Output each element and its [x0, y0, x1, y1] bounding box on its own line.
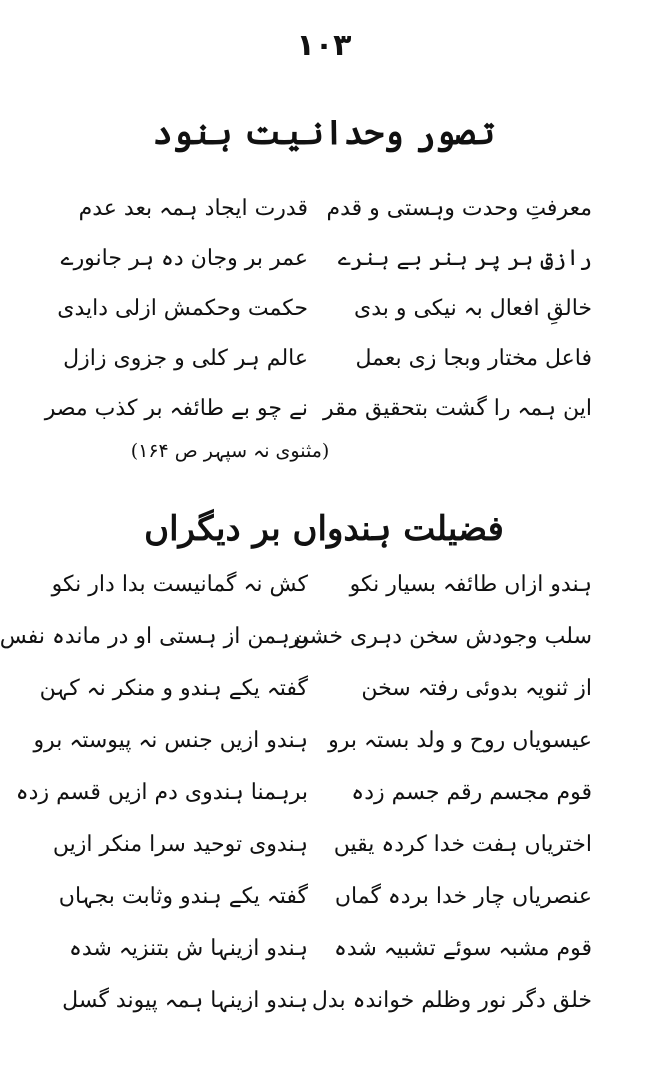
verse-second-hemistich: عالم ہر کلی و جزوی زازل	[63, 346, 308, 371]
couplet	[0, 988, 648, 1040]
couplet	[0, 884, 648, 936]
verse-second-hemistich: کش نہ گمانیست بدا دار نکو	[51, 572, 308, 597]
couplet	[0, 936, 648, 988]
verse-block-2	[0, 572, 648, 1040]
verse-first-hemistich: خالقِ افعال بہ نیکی و بدی	[353, 296, 592, 321]
verse-first-hemistich: عنصریاں چار خدا بردہ گماں	[334, 884, 592, 909]
verse-first-hemistich: از ثنویہ بدوئی رفتہ سخن	[361, 676, 592, 701]
verse-second-hemistich: قدرت ایجاد ہمہ بعد عدم	[78, 196, 308, 221]
verse-first-hemistich: اختریاں ہفت خدا کردہ یقیں	[333, 832, 592, 857]
couplet	[0, 624, 648, 676]
couplet	[0, 832, 648, 884]
verse-second-hemistich: گفتہ یکے ہندو و منکر نہ کہن	[39, 676, 308, 701]
couplet	[0, 246, 648, 296]
couplet	[0, 346, 648, 396]
couplet	[0, 196, 648, 246]
verse-second-hemistich: نے چو بے طائفہ بر کذب مصر	[44, 396, 308, 421]
verse-first-hemistich: خلق دگر نور وظلم خواندہ بدل	[311, 988, 592, 1013]
couplet	[0, 396, 648, 446]
verse-first-hemistich: عیسویاں روح و ولد بستہ برو	[328, 728, 592, 753]
verse-second-hemistich: برہمنا ہندوی دم ازیں قسم زدہ	[15, 780, 308, 805]
section-title-fazilat: فضیلت ہندواں بر دیگراں	[144, 509, 504, 549]
verse-second-hemistich: ہندو ازینہا ہمہ پیوند گسل	[62, 988, 308, 1013]
verse-second-hemistich: گفتہ یکے ہندو وثابت بجہاں	[58, 884, 308, 909]
verse-second-hemistich: برہمن از ہستی او در ماندہ نفس	[0, 624, 308, 649]
verse-first-hemistich: رازقِ ہر پر ہنر بے ہنرے	[337, 246, 592, 271]
verse-second-hemistich: ہندو ازیں جنس نہ پیوستہ برو	[33, 728, 308, 753]
section-title-tasawwur: تصور وحدانیت ہنود	[152, 113, 496, 153]
verse-block-1	[0, 196, 648, 446]
verse-first-hemistich: فاعل مختار وبجا زی بعمل	[355, 346, 592, 371]
page-number: ۱۰۳	[296, 28, 352, 63]
couplet	[0, 572, 648, 624]
verse-first-hemistich: این ہمہ را گشت بتحقیق مقر	[322, 396, 592, 421]
verse-first-hemistich: ہندو ازاں طائفہ بسیار نکو	[349, 572, 592, 597]
couplet	[0, 676, 648, 728]
verse-second-hemistich: عمر بر وجان دہ ہر جانورے	[60, 246, 308, 271]
verse-first-hemistich: معرفتِ وحدت وہستی و قدم	[326, 196, 592, 221]
citation: (مثنوی نہ سپہر ص ۱۶۴)	[130, 440, 330, 462]
couplet	[0, 728, 648, 780]
couplet	[0, 296, 648, 346]
verse-second-hemistich: حکمت وحکمش ازلی دایدی	[57, 296, 308, 321]
verse-first-hemistich: قوم مشبہ سوئے تشبیہ شدہ	[333, 936, 592, 961]
verse-first-hemistich: سلب وجودش سخن دہری خشن	[293, 624, 592, 649]
verse-second-hemistich: ہندو ازینہا ش بتنزیہ شدہ	[68, 936, 308, 961]
verse-second-hemistich: ہندوی توحید سرا منکر ازیں	[52, 832, 308, 857]
verse-first-hemistich: قوم مجسم رقم جسم زدہ	[351, 780, 592, 805]
couplet	[0, 780, 648, 832]
